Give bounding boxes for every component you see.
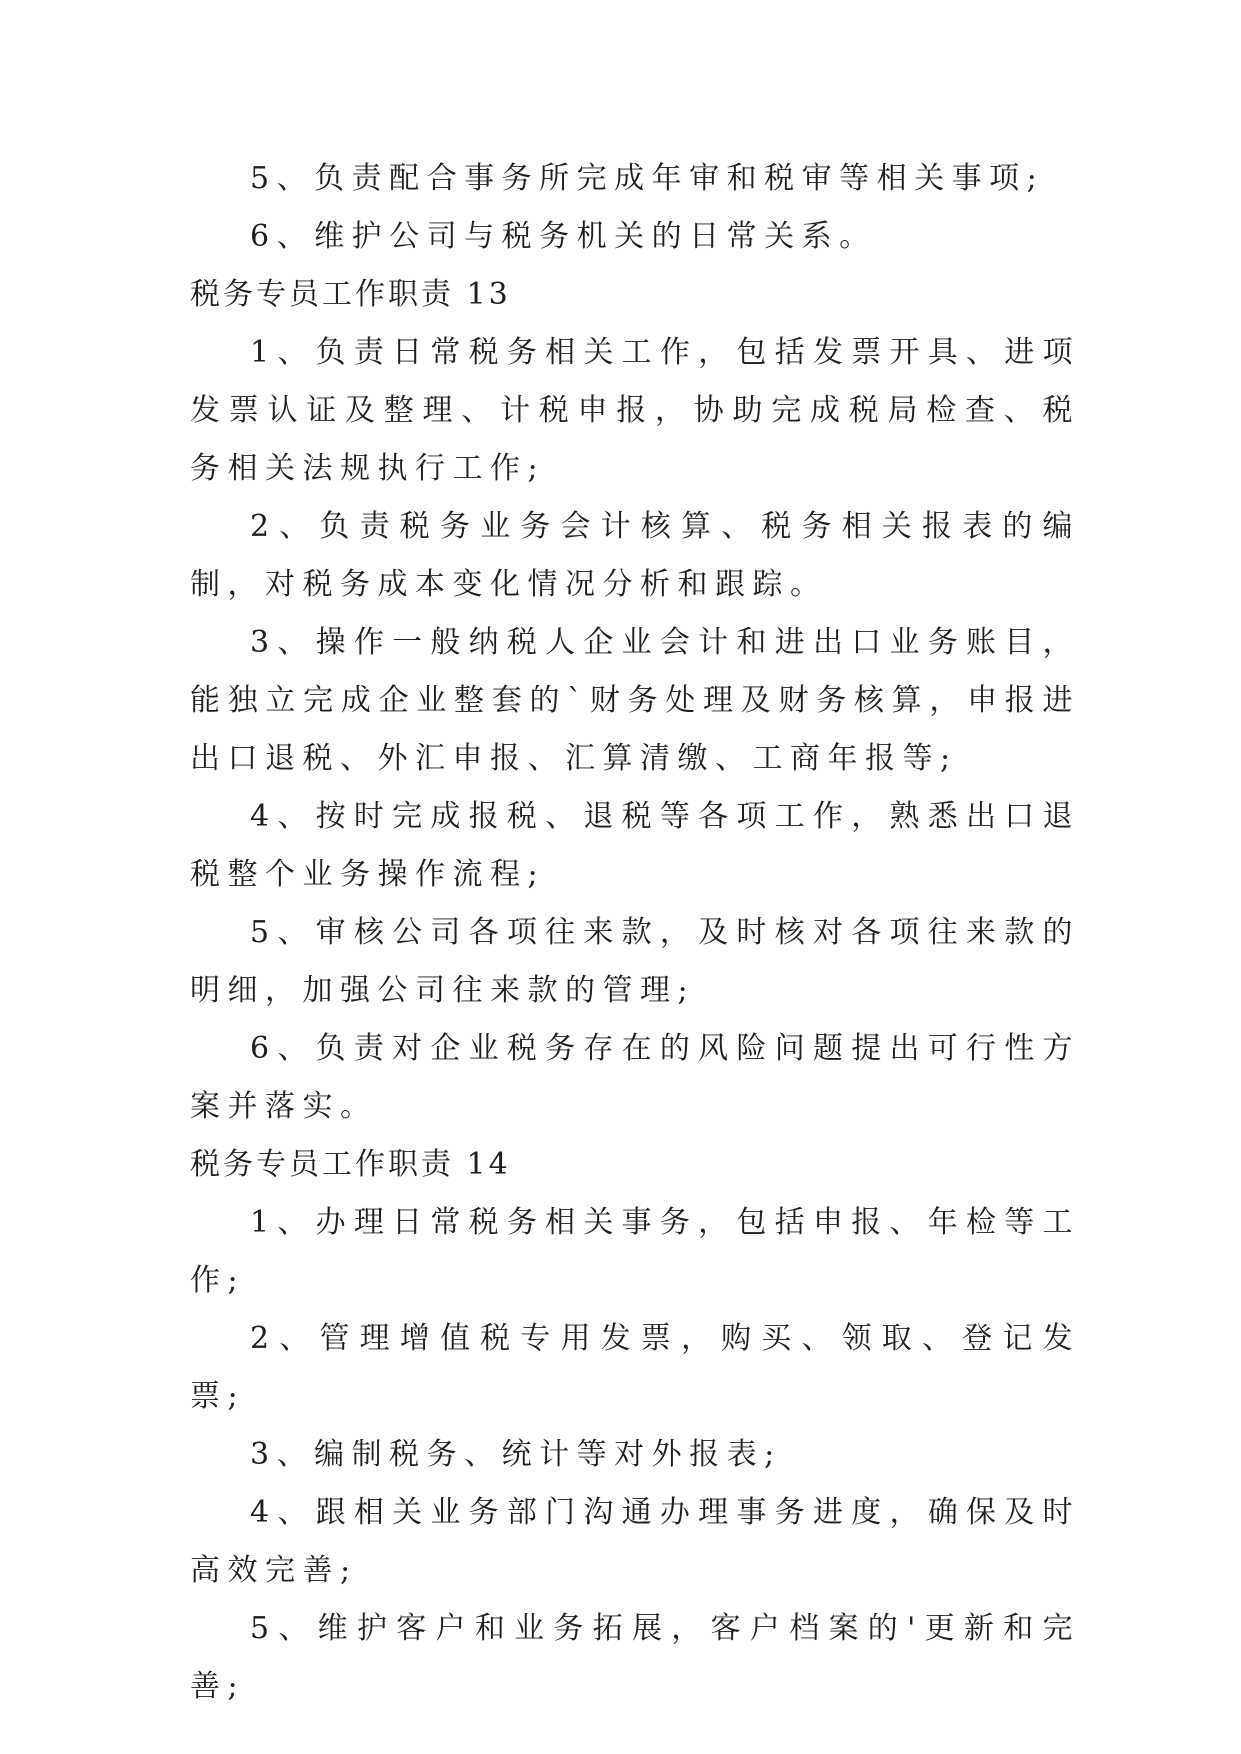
list-item: 6、负责对企业税务存在的风险问题提出可行性方案并落实。 bbox=[190, 1031, 1080, 1124]
document-page bbox=[190, 150, 1080, 1716]
paragraph-continued-6: 6、维护公司与税务机关的日常关系。 bbox=[250, 219, 877, 254]
section-14 bbox=[190, 1136, 1080, 1716]
section-heading: 税务专员工作职责 14 bbox=[190, 1147, 511, 1182]
list-item: 3、编制税务、统计等对外报表; bbox=[250, 1437, 782, 1472]
list-item: 3、操作一般纳税人企业会计和进出口业务账目，能独立完成企业整套的`财务处理及财务核算，申报进出口退税、外汇申报、汇算清缴、工商年报等; bbox=[190, 625, 1080, 776]
section-13 bbox=[190, 266, 1080, 1136]
list-item: 1、负责日常税务相关工作，包括发票开具、进项发票认证及整理、计税申报，协助完成税局检查、税务相关法规执行工作; bbox=[190, 335, 1080, 486]
list-item: 4、跟相关业务部门沟通办理事务进度，确保及时高效完善; bbox=[190, 1495, 1080, 1588]
list-item: 5、维护客户和业务拓展，客户档案的'更新和完善; bbox=[190, 1611, 1080, 1704]
paragraph-continued-5: 5、负责配合事务所完成年审和税审等相关事项; bbox=[250, 161, 1045, 196]
list-item: 5、审核公司各项往来款，及时核对各项往来款的明细，加强公司往来款的管理; bbox=[190, 915, 1080, 1008]
list-item: 2、管理增值税专用发票，购买、领取、登记发票; bbox=[190, 1321, 1080, 1414]
list-item: 4、按时完成报税、退税等各项工作，熟悉出口退税整个业务操作流程; bbox=[190, 799, 1080, 892]
list-item: 1、办理日常税务相关事务，包括申报、年检等工作; bbox=[190, 1205, 1080, 1298]
list-item: 2、负责税务业务会计核算、税务相关报表的编制，对税务成本变化情况分析和跟踪。 bbox=[190, 509, 1080, 602]
section-heading: 税务专员工作职责 13 bbox=[190, 277, 511, 312]
